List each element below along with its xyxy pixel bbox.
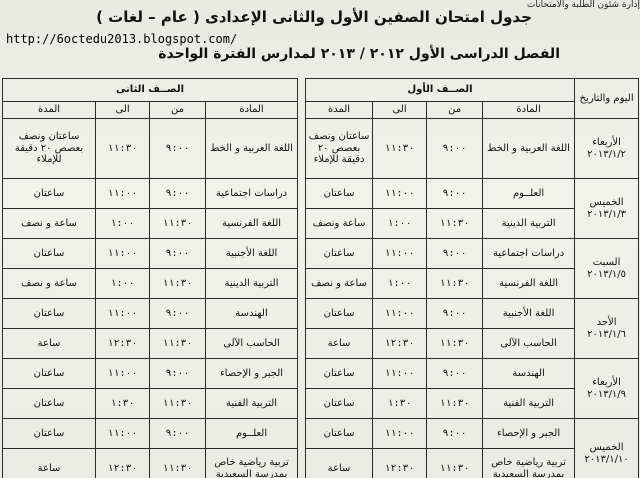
grade1-to-cell: ١١:٠٠ (373, 359, 427, 389)
grade2-subject-header: المادة (206, 102, 298, 119)
grade2-duration-cell: ساعتان ونصف بعصص ٢٠ دقيقة للإملاء (3, 119, 96, 179)
grade2-to-cell: ١١:٠٠ (96, 179, 150, 209)
grade2-to-header: الى (96, 102, 150, 119)
grade2-to-cell: ١١:٠٠ (96, 299, 150, 329)
page-title: جدول امتحان الصفين الأول والثانى الإعدادى ( عام – لغات ) (96, 8, 532, 26)
grade1-from-cell: ٩:٠٠ (427, 239, 483, 269)
grade2-to-cell: ١١:٠٠ (96, 239, 150, 269)
day-date: ٢٠١٣/١/٦ (587, 328, 627, 340)
day-name: الأحد (596, 317, 617, 328)
grade1-to-cell: ١١:٣٠ (373, 119, 427, 179)
grade1-subject-cell: اللغة الفرنسية (483, 269, 575, 299)
grade2-from-header: من (150, 102, 206, 119)
grade2-subject-cell: التربية الدينية (206, 269, 298, 299)
column-header-row (3, 102, 639, 119)
grade2-duration-header: المدة (3, 102, 96, 119)
grade1-to-cell: ١٢:٣٠ (373, 329, 427, 359)
grade2-to-cell: ١١:٠٠ (96, 419, 150, 449)
grade2-duration-cell: ساعة و نصف (3, 269, 96, 299)
grade2-to-cell: ١١:٠٠ (96, 359, 150, 389)
grade1-to-cell: ١٢:٣٠ (373, 449, 427, 478)
grade1-from-cell: ١١:٣٠ (427, 269, 483, 299)
grade1-from-cell: ٩:٠٠ (427, 359, 483, 389)
grade1-from-cell: ١١:٣٠ (427, 449, 483, 478)
grade1-subject-cell: التربية الدينية (483, 209, 575, 239)
day-date-cell (575, 119, 639, 179)
grade2-subject-cell: الجبر و الإحصاء (206, 359, 298, 389)
grade2-subject-cell: اللغة الفرنسية (206, 209, 298, 239)
grade1-subject-cell: اللغة الأجنبية (483, 299, 575, 329)
grade1-duration-cell: ساعتان (306, 239, 373, 269)
grade2-from-cell: ٩:٠٠ (150, 359, 206, 389)
table-row (3, 299, 639, 329)
grade2-subject-cell: التربية الفنية (206, 389, 298, 419)
day-name: الخميس (589, 442, 624, 453)
grade2-from-cell: ٩:٠٠ (150, 299, 206, 329)
grade2-duration-cell: ساعة (3, 329, 96, 359)
grade2-subject-cell: دراسات اجتماعية (206, 179, 298, 209)
grade1-to-cell: ١١:٠٠ (373, 239, 427, 269)
grade2-subject-cell: تربية رياضية خاص بمدرسة السعيدية (206, 449, 298, 478)
grade2-duration-cell: ساعتان (3, 389, 96, 419)
grade2-duration-cell: ساعتان (3, 179, 96, 209)
grade1-duration-cell: ساعتان (306, 419, 373, 449)
table-row (3, 329, 639, 359)
table-row (3, 359, 639, 389)
day-name: الخميس (589, 197, 624, 208)
grade2-duration-cell: ساعتان (3, 359, 96, 389)
grade1-subject-cell: الحاسب الآلى (483, 329, 575, 359)
grade1-subject-cell: العلــوم (483, 179, 575, 209)
grade2-duration-cell: ساعتان (3, 239, 96, 269)
grade1-from-cell: ١١:٣٠ (427, 209, 483, 239)
grade1-duration-cell: ساعة ونصف (306, 209, 373, 239)
grade1-from-header: من (427, 102, 483, 119)
day-name: الأربعاء (592, 377, 621, 388)
grade1-from-cell: ٩:٠٠ (427, 419, 483, 449)
grade1-subject-cell: دراسات اجتماعية (483, 239, 575, 269)
grade1-duration-cell: ساعتان (306, 299, 373, 329)
grade1-from-cell: ١١:٣٠ (427, 389, 483, 419)
day-date: ٢٠١٣/١/٣ (587, 208, 627, 220)
grade2-header: الصــف الثانى (3, 79, 298, 102)
grade2-from-cell: ١١:٣٠ (150, 389, 206, 419)
grade2-to-cell: ١:٠٠ (96, 209, 150, 239)
day-date: ٢٠١٣/١/٢ (587, 148, 627, 160)
grade2-duration-cell: ساعتان (3, 419, 96, 449)
grade2-from-cell: ١١:٣٠ (150, 449, 206, 478)
grade2-to-cell: ١٢:٣٠ (96, 449, 150, 478)
grade2-to-cell: ١١:٣٠ (96, 119, 150, 179)
grade1-to-cell: ١:٠٠ (373, 209, 427, 239)
table-row (3, 419, 639, 449)
exam-schedule-table (2, 78, 639, 478)
grade2-from-cell: ١١:٣٠ (150, 209, 206, 239)
grade1-duration-cell: ساعتان ونصف بعصص ٢٠ دقيقة للإملاء (306, 119, 373, 179)
table-row (3, 119, 639, 179)
grade2-from-cell: ١١:٣٠ (150, 269, 206, 299)
table-row (3, 449, 639, 478)
grade2-subject-cell: اللغة الأجنبية (206, 239, 298, 269)
grade1-from-cell: ١١:٣٠ (427, 329, 483, 359)
page-subtitle: الفصل الدراسى الأول ٢٠١٢ / ٢٠١٣ لمدارس الفترة الواحدة (158, 46, 560, 62)
day-date: ٢٠١٣/١/٥ (587, 268, 627, 280)
grade2-to-cell: ١:٠٠ (96, 269, 150, 299)
day-name: السبت (592, 257, 621, 268)
grade1-subject-cell: الجبر و الإحصاء (483, 419, 575, 449)
grade1-header: الصــف الأول (306, 79, 575, 102)
grade2-to-cell: ١:٣٠ (96, 389, 150, 419)
day-date-cell (575, 359, 639, 419)
table-row (3, 209, 639, 239)
grade1-from-cell: ٩:٠٠ (427, 299, 483, 329)
day-date-cell (575, 419, 639, 478)
grade2-from-cell: ٩:٠٠ (150, 239, 206, 269)
day-name: الأربعاء (592, 137, 621, 148)
day-date-cell (575, 239, 639, 299)
grade2-duration-cell: ساعة و نصف (3, 209, 96, 239)
grade2-from-cell: ١١:٣٠ (150, 329, 206, 359)
grade2-subject-cell: اللغة العربية و الخط (206, 119, 298, 179)
grade1-subject-header: المادة (483, 102, 575, 119)
table-row (3, 269, 639, 299)
day-date-cell (575, 299, 639, 359)
grade2-duration-cell: ساعتان (3, 299, 96, 329)
day-date-header: اليوم والتاريخ (575, 79, 639, 119)
grade1-subject-cell: التربية الفنية (483, 389, 575, 419)
day-date-cell (575, 179, 639, 239)
grade2-from-cell: ٩:٠٠ (150, 419, 206, 449)
grade2-subject-cell: الهندسة (206, 299, 298, 329)
grade1-to-cell: ١:٣٠ (373, 389, 427, 419)
grade1-to-cell: ١١:٠٠ (373, 299, 427, 329)
grade1-duration-header: المدة (306, 102, 373, 119)
grade2-from-cell: ٩:٠٠ (150, 119, 206, 179)
table-row (3, 239, 639, 269)
grade2-from-cell: ٩:٠٠ (150, 179, 206, 209)
grade1-duration-cell: ساعتان (306, 359, 373, 389)
grade2-subject-cell: العلــوم (206, 419, 298, 449)
grade1-duration-cell: ساعتان (306, 389, 373, 419)
grade1-from-cell: ٩:٠٠ (427, 119, 483, 179)
grade1-subject-cell: تربية رياضية خاص بمدرسة السعيدية (483, 449, 575, 478)
grade2-to-cell: ١٢:٣٠ (96, 329, 150, 359)
grade1-to-header: الى (373, 102, 427, 119)
grade1-to-cell: ١١:٠٠ (373, 419, 427, 449)
grade2-duration-cell: ساعة (3, 449, 96, 478)
grade1-from-cell: ٩:٠٠ (427, 179, 483, 209)
grade1-duration-cell: ساعتان (306, 179, 373, 209)
day-date: ٢٠١٣/١/٩ (587, 388, 627, 400)
group-header-row (3, 79, 639, 102)
grade2-subject-cell: الحاسب الآلى (206, 329, 298, 359)
grade1-subject-cell: اللغة العربية و الخط (483, 119, 575, 179)
grade1-to-cell: ١:٠٠ (373, 269, 427, 299)
grade1-duration-cell: ساعة و نصف (306, 269, 373, 299)
watermark-url: http://6octedu2013.blogspot.com/ (6, 32, 238, 46)
grade1-to-cell: ١١:٠٠ (373, 179, 427, 209)
table-row (3, 389, 639, 419)
column-separator (298, 79, 306, 478)
grade1-duration-cell: ساعة (306, 449, 373, 478)
table-row (3, 179, 639, 209)
grade1-duration-cell: ساعة (306, 329, 373, 359)
grade1-subject-cell: الهندسة (483, 359, 575, 389)
day-date: ٢٠١٣/١/١٠ (584, 453, 629, 465)
top-header-text: إدارة شئون الطلبة والامتحانات (526, 0, 640, 10)
